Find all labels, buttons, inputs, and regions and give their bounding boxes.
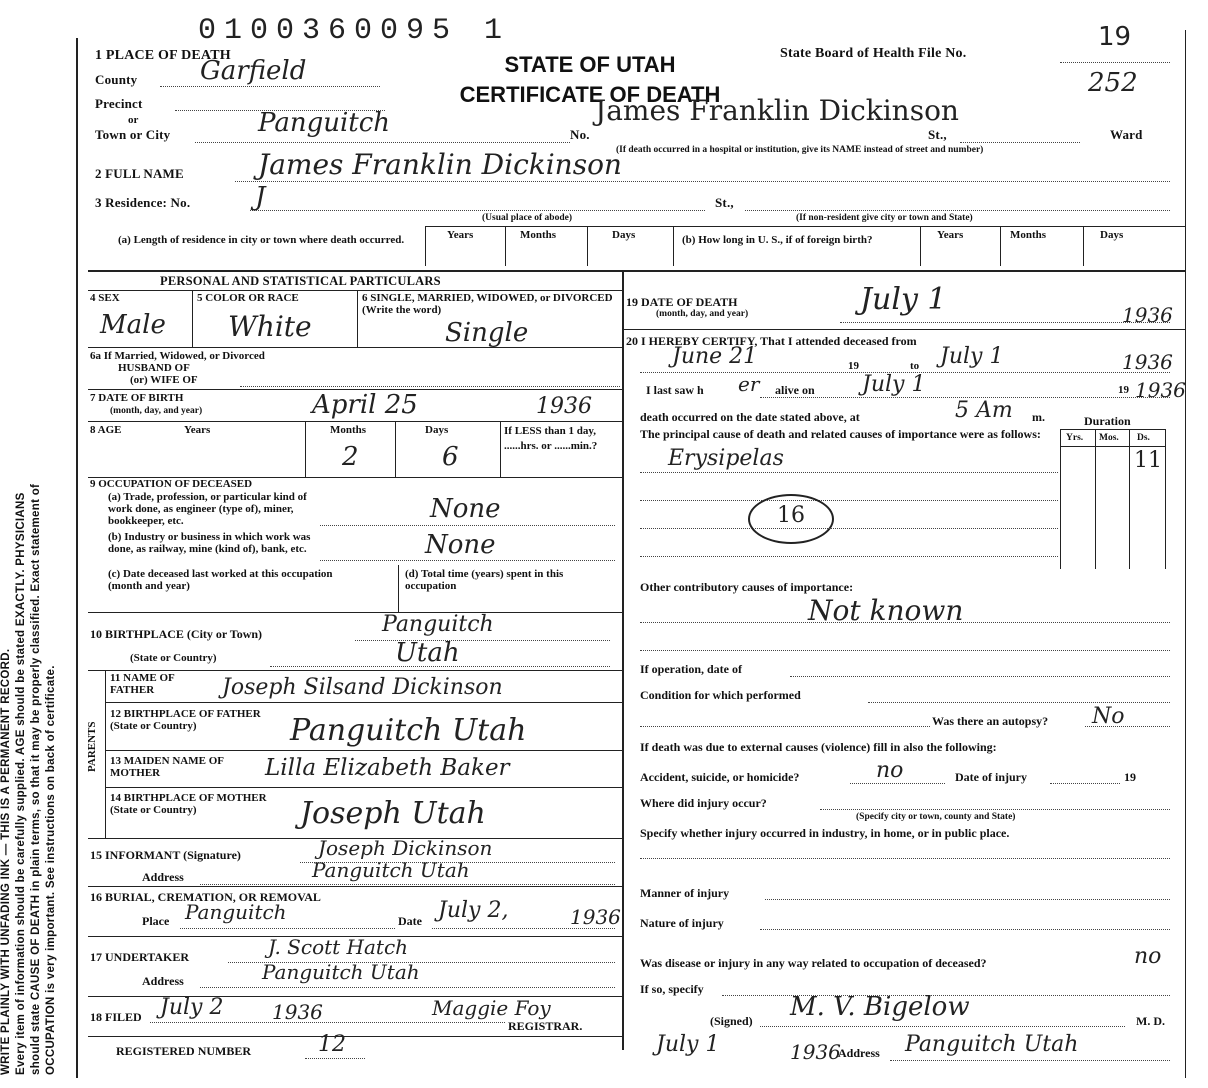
burial-date-line xyxy=(432,928,615,929)
residence-st-label: St., xyxy=(715,195,734,210)
personal-heading-line xyxy=(88,290,622,291)
cause-line-2 xyxy=(640,500,1058,501)
main-grid-top xyxy=(88,270,1185,272)
undertaker-address: Panguitch Utah xyxy=(262,960,420,984)
sex-div xyxy=(192,290,193,347)
attend-year-from: 19 xyxy=(848,360,859,372)
dob-year: 1936 xyxy=(536,394,592,419)
undertaker-address-label: Address xyxy=(142,974,184,988)
spouse-label-1: 6a If Married, Widowed, or Divorced xyxy=(90,350,265,362)
race-label: 5 COLOR OR RACE xyxy=(197,292,299,304)
town-line xyxy=(195,142,570,143)
mother-line xyxy=(105,787,622,788)
signed-line xyxy=(760,1026,1125,1027)
duration-div-1 xyxy=(1060,429,1061,569)
residence-label: 3 Residence: No. xyxy=(95,195,191,210)
parents-label: PARENTS xyxy=(86,721,98,772)
nature-line xyxy=(760,929,1170,930)
sign-date: July 1 xyxy=(656,1032,720,1057)
burial-year: 1936 xyxy=(570,905,621,929)
registered-number: 12 xyxy=(318,1032,346,1057)
dod-line xyxy=(840,322,1170,323)
specify-line-1 xyxy=(640,858,1170,859)
contrib-value: Not known xyxy=(808,594,964,627)
form-border-left xyxy=(76,38,78,1078)
dod-label: 19 DATE OF DEATH xyxy=(626,295,738,309)
st-label: St., xyxy=(928,127,947,142)
nature-label: Nature of injury xyxy=(640,916,724,930)
informant-label: 15 INFORMANT (Signature) xyxy=(90,848,241,862)
cause-line-4 xyxy=(640,556,1058,557)
cause-value: Erysipelas xyxy=(668,446,784,471)
spouse-label-3: (or) WIFE OF xyxy=(130,374,198,386)
county-value: Garfield xyxy=(200,56,307,86)
father-birthplace: Panguitch Utah xyxy=(290,713,527,748)
father-line xyxy=(105,702,622,703)
md-label: M. D. xyxy=(1136,1014,1165,1028)
reg-number-line xyxy=(305,1058,365,1059)
res-days-label: Days xyxy=(612,229,636,241)
dob-value: April 25 xyxy=(312,390,418,420)
res-div-2 xyxy=(505,226,506,266)
father-label: 11 NAME OF FATHER xyxy=(110,672,175,696)
usual-abode-label: (Usual place of abode) xyxy=(482,213,572,223)
or-label: or xyxy=(128,114,139,126)
page-title: STATE OF UTAH xyxy=(504,52,676,77)
county-label: County xyxy=(95,72,138,87)
occ-a-line xyxy=(320,525,615,526)
res-div-6 xyxy=(1000,226,1001,266)
informant-addr-line xyxy=(200,884,615,885)
filed-label: 18 FILED xyxy=(90,1010,142,1024)
res-div-3 xyxy=(587,226,588,266)
mother-label: 13 MAIDEN NAME OF MOTHER xyxy=(110,755,224,779)
address-line xyxy=(890,1060,1170,1061)
margin-text-line4: OCCUPATION is very important. See instructions on back of certificate. xyxy=(45,665,57,1075)
hospital-note: (If death occurred in a hospital or institution, give its NAME instead of street and number) xyxy=(616,145,984,155)
ward-label: Ward xyxy=(1110,127,1143,142)
duration-label: Duration xyxy=(1084,414,1131,428)
death-occurred-label: death occurred on the date stated above, at xyxy=(640,410,860,424)
race-value: White xyxy=(228,310,312,343)
undertaker-label: 17 UNDERTAKER xyxy=(90,950,190,964)
serial-number: 0100360095 1 xyxy=(198,14,511,48)
res-years-label: Years xyxy=(447,229,474,241)
dob-sub: (month, day, and year) xyxy=(110,406,203,416)
dob-label: 7 DATE OF BIRTH xyxy=(90,392,184,404)
mother-birthplace-label: 14 BIRTHPLACE OF MOTHER (State or Country) xyxy=(110,792,267,816)
occupation-related-label: Was disease or injury in any way related to occupation of deceased? xyxy=(640,956,987,970)
mother-birthplace: Joseph Utah xyxy=(300,796,486,831)
contrib-line-2 xyxy=(640,650,1170,651)
filed-year: 1936 xyxy=(272,1000,323,1024)
cause-line-1 xyxy=(640,472,1058,473)
death-time: 5 Am xyxy=(955,398,1013,423)
cause-code: 16 xyxy=(777,503,805,528)
place-of-death-label: 1 PLACE OF DEATH xyxy=(95,48,231,63)
last-saw-year-prefix: 19 xyxy=(1118,384,1129,396)
undertaker-addr-line xyxy=(200,987,615,988)
autopsy-value: No xyxy=(1092,704,1125,729)
occupation-related-value: no xyxy=(1134,944,1162,969)
parents-div xyxy=(105,670,106,838)
contrib-line-1 xyxy=(640,622,1170,623)
race-div xyxy=(357,290,358,347)
manner-label: Manner of injury xyxy=(640,886,730,900)
res-div-1 xyxy=(425,226,426,266)
res-div-5 xyxy=(920,226,921,266)
row19-line xyxy=(622,329,1185,330)
birthplace-value: Panguitch xyxy=(382,612,494,637)
informant-value: Joseph Dickinson xyxy=(318,836,493,860)
last-saw-year: 1936 xyxy=(1135,378,1186,402)
row15-line xyxy=(88,886,622,887)
county-line xyxy=(160,86,380,87)
where-sub: (Specify city or town, county and State) xyxy=(856,812,1016,822)
attend-to: July 1 xyxy=(940,344,1004,369)
length-residence-label: (a) Length of residence in city or town where death occurred. xyxy=(118,234,405,246)
father-birthplace-label: 12 BIRTHPLACE OF FATHER (State or Country) xyxy=(110,708,261,732)
attend-year: 1936 xyxy=(1122,350,1173,374)
row9-line xyxy=(88,612,622,613)
sex-label: 4 SEX xyxy=(90,292,120,304)
file-no: 19 xyxy=(1098,22,1132,52)
row18-line xyxy=(88,1036,622,1037)
duration-div-4 xyxy=(1165,429,1166,569)
marital-value: Single xyxy=(445,318,529,348)
operation-label: If operation, date of xyxy=(640,662,742,676)
cause-duration-days: 11 xyxy=(1134,448,1162,473)
residence-mark: J xyxy=(255,182,266,212)
occ-cd-div xyxy=(398,565,399,612)
last-saw-date: July 1 xyxy=(862,372,926,397)
filed-date: July 2 xyxy=(160,995,224,1020)
burial-place-line xyxy=(180,928,395,929)
column-divider xyxy=(622,270,624,1050)
registrar-label: REGISTRAR. xyxy=(508,1019,583,1033)
specify-place-label: Specify whether injury occurred in industry, in home, or in public place. xyxy=(640,826,1010,840)
birth-state-line xyxy=(270,666,610,667)
res-months-label: Months xyxy=(520,229,557,241)
residence-st-line xyxy=(745,210,1170,211)
physician-signature: M. V. Bigelow xyxy=(790,992,970,1022)
full-name-label: 2 FULL NAME xyxy=(95,166,184,181)
signed-label: (Signed) xyxy=(710,1014,753,1028)
date-injury-line xyxy=(1050,783,1120,784)
file-no-label: State Board of Health File No. xyxy=(780,46,967,61)
external-label: If death was due to external causes (violence) fill in also the following: xyxy=(640,740,997,754)
duration-top xyxy=(1060,429,1165,430)
filed-line xyxy=(150,1022,505,1023)
st-line xyxy=(960,142,1080,143)
birthplace-line xyxy=(355,640,610,641)
occupation-b-value: None xyxy=(425,530,496,560)
age-div-3 xyxy=(500,421,501,477)
marital-label: 6 SINGLE, MARRIED, WIDOWED, or DIVORCED (Write the word) xyxy=(362,292,613,316)
physician-address-label: Address xyxy=(838,1046,880,1060)
autopsy-label: Was there an autopsy? xyxy=(932,714,1049,728)
date-injury-label: Date of injury xyxy=(955,770,1027,784)
autopsy-line xyxy=(1085,726,1170,727)
dod-value: July 1 xyxy=(860,282,947,317)
town-label: Town or City xyxy=(95,127,171,142)
sex-value: Male xyxy=(100,310,166,340)
cause-line-3 xyxy=(640,528,1058,529)
registrar-signature: Maggie Foy xyxy=(432,996,551,1020)
less-label: If LESS than 1 day, ......hrs. or ......min.? xyxy=(504,425,598,452)
condition-label: Condition for which performed xyxy=(640,688,801,702)
age-days-label: Days xyxy=(425,424,449,436)
dod-sub: (month, day, and year) xyxy=(656,309,749,319)
burial-date: July 2, xyxy=(438,898,509,923)
father-bp-line xyxy=(105,750,622,751)
us-months-label: Months xyxy=(1010,229,1047,241)
page-subtitle: CERTIFICATE OF DEATH xyxy=(459,82,721,107)
operation-line xyxy=(790,676,1170,677)
condition-line xyxy=(868,702,1170,703)
margin-text-line3: should state CAUSE OF DEATH in plain terms, so that it may be properly classified. Exact statement of xyxy=(30,483,42,1075)
file-no-line xyxy=(1060,62,1170,63)
burial-date-label: Date xyxy=(398,914,422,928)
res-div-7 xyxy=(1083,226,1084,266)
burial-place-label: Place xyxy=(142,914,170,928)
age-months: 2 xyxy=(342,442,359,472)
precinct-label: Precinct xyxy=(95,96,143,111)
town-value: Panguitch xyxy=(258,108,391,138)
certify-label: 20 I HEREBY CERTIFY, That I attended deceased from xyxy=(626,334,917,348)
spouse-line xyxy=(240,386,620,387)
age-years-label: Years xyxy=(184,424,211,436)
registered-number-label: REGISTERED NUMBER xyxy=(116,1044,252,1058)
form-border-right xyxy=(1185,30,1186,1078)
margin-text-line2: Every item of information should be carefully supplied. AGE should be stated EXACTLY. PHYSICIANS xyxy=(15,492,27,1075)
typed-name: James Franklin Dickinson xyxy=(595,94,959,127)
registry-no: 252 xyxy=(1088,68,1138,98)
father-value: Joseph Silsand Dickinson xyxy=(222,675,503,700)
no-label: No. xyxy=(570,127,590,142)
m-label: m. xyxy=(1032,410,1045,424)
age-label: 8 AGE xyxy=(90,424,122,436)
occupation-c-label: (c) Date deceased last worked at this occupation (month and year) xyxy=(108,568,333,592)
row10-line xyxy=(88,670,622,671)
informant-address: Panguitch Utah xyxy=(312,858,470,882)
birthplace-state-label: (State or Country) xyxy=(130,652,217,664)
to-label: to xyxy=(910,360,920,372)
duration-mos: Mos. xyxy=(1099,433,1119,443)
us-residence-label: (b) How long in U. S., if of foreign birth? xyxy=(682,234,873,246)
sign-year: 1936 xyxy=(790,1040,841,1064)
row6-line xyxy=(88,347,622,348)
nonresident-label: (If non-resident give city or town and State) xyxy=(796,213,973,223)
accident-line xyxy=(850,783,945,784)
dod-year: 1936 xyxy=(1122,303,1173,327)
us-years-label: Years xyxy=(937,229,964,241)
res-div-4 xyxy=(673,226,674,266)
duration-yrs: Yrs. xyxy=(1066,433,1084,443)
cause-label: The principal cause of death and related causes of importance were as follows: xyxy=(640,427,1041,441)
manner-line xyxy=(765,899,1170,900)
spouse-label-2: HUSBAND OF xyxy=(118,362,190,374)
age-days: 6 xyxy=(442,442,459,472)
residence-line xyxy=(250,210,705,211)
age-div-1 xyxy=(305,421,306,477)
mother-value: Lilla Elizabeth Baker xyxy=(265,755,510,781)
occupation-b-label: (b) Industry or business in which work was done, as railway, mine (kind of), bank, etc. xyxy=(108,531,311,555)
where-line xyxy=(820,809,1170,810)
where-label: Where did injury occur? xyxy=(640,796,767,810)
age-months-label: Months xyxy=(330,424,367,436)
personal-heading: PERSONAL AND STATISTICAL PARTICULARS xyxy=(160,274,441,288)
last-saw-suffix: er xyxy=(738,372,760,396)
physician-address: Panguitch Utah xyxy=(905,1032,1079,1057)
burial-label: 16 BURIAL, CREMATION, OR REMOVAL xyxy=(90,890,321,904)
occupation-label: 9 OCCUPATION OF DECEASED xyxy=(90,478,253,490)
duration-div-3 xyxy=(1129,429,1130,569)
row7-line xyxy=(88,421,622,422)
occ-b-line xyxy=(320,560,615,561)
informant-address-label: Address xyxy=(142,870,184,884)
duration-header-line xyxy=(1060,446,1165,447)
full-name-line xyxy=(235,181,1170,182)
margin-text-line1: WRITE PLAINLY WITH UNFADING INK — THIS IS A PERMANENT RECORD. xyxy=(0,648,12,1075)
occupation-d-label: (d) Total time (years) spent in this occupation xyxy=(405,568,564,592)
contrib-label: Other contributory causes of importance: xyxy=(640,580,854,594)
attend-from: June 21 xyxy=(672,344,758,369)
injury-year: 19 xyxy=(1124,770,1136,784)
accident-label: Accident, suicide, or homicide? xyxy=(640,770,800,784)
burial-place: Panguitch xyxy=(185,900,287,924)
if-so-label: If so, specify xyxy=(640,982,704,996)
duration-ds: Ds. xyxy=(1137,433,1150,443)
occupation-a-label: (a) Trade, profession, or particular kind of work done, as engineer (type of), miner, bookkeeper, etc. xyxy=(108,491,307,527)
occupation-a-value: None xyxy=(430,494,501,524)
age-div-2 xyxy=(395,421,396,477)
autopsy-line-pre xyxy=(640,726,930,727)
residence-box-top xyxy=(425,226,1185,227)
birthplace-state: Utah xyxy=(395,638,460,668)
full-name-value: James Franklin Dickinson xyxy=(258,148,622,181)
us-days-label: Days xyxy=(1100,229,1124,241)
birthplace-label: 10 BIRTHPLACE (City or Town) xyxy=(90,627,263,641)
duration-div-2 xyxy=(1095,429,1096,569)
last-saw-label: I last saw h xyxy=(646,383,704,397)
undertaker-value: J. Scott Hatch xyxy=(268,935,409,959)
accident-value: no xyxy=(876,758,904,783)
alive-on-label: alive on xyxy=(775,383,815,397)
